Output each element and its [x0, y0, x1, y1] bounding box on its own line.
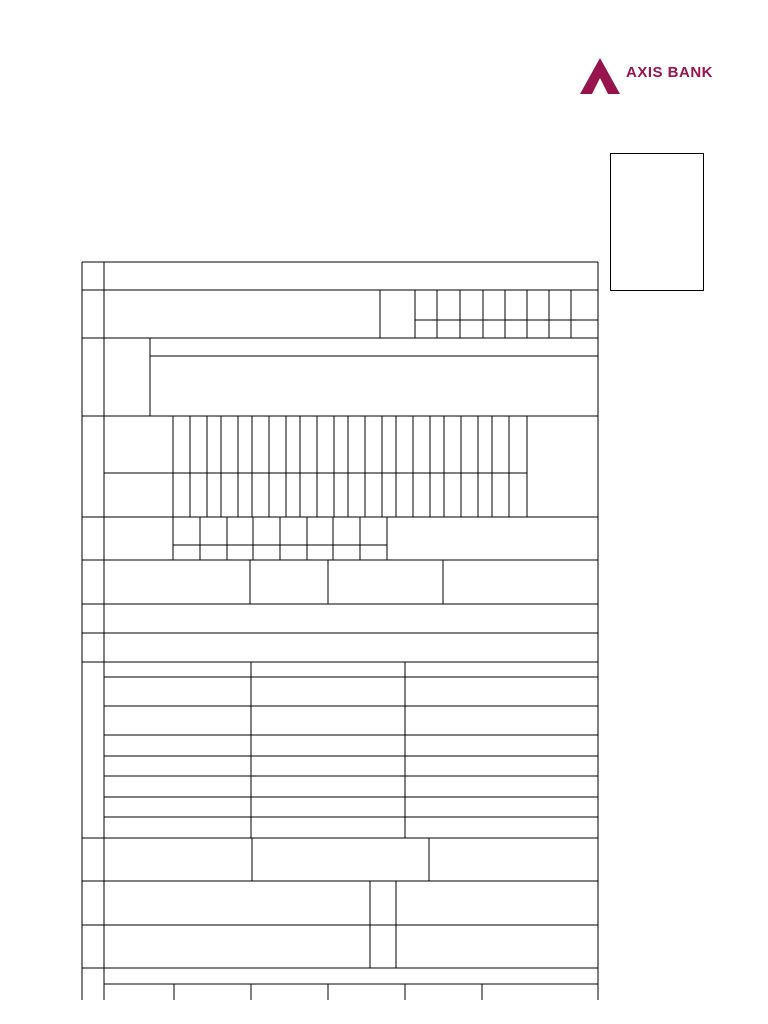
bank-name: AXIS BANK — [626, 64, 714, 81]
